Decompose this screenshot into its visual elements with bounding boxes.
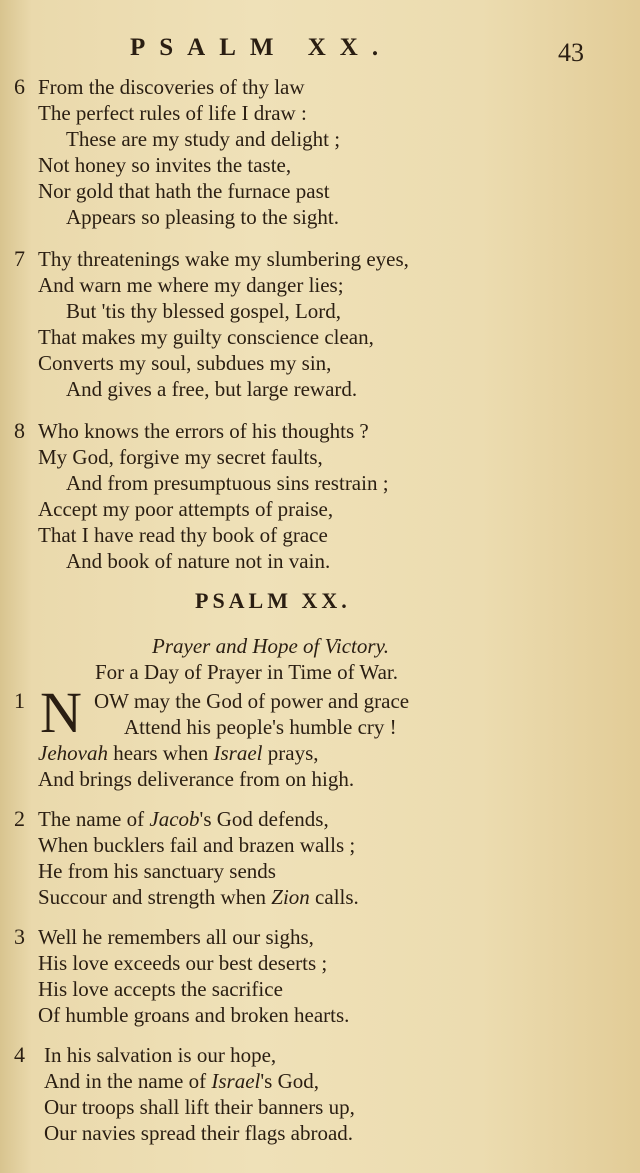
verse-line: Our troops shall lift their banners up, [44,1095,355,1119]
verse-line: In his salvation is our hope, [44,1043,277,1067]
verse-line: Accept my poor attempts of praise, [38,497,334,521]
verse-line: Thy threatenings wake my slumbering eyes, [38,247,409,271]
verse-line: Who knows the errors of his thoughts ? [38,419,369,443]
psalm-occasion: For a Day of Prayer in Time of War. [95,660,398,684]
verse-line: But 'tis thy blessed gospel, Lord, [66,299,342,323]
verse-line: Succour and strength when Zion calls. [38,885,359,909]
verse-line: That I have read thy book of grace [38,523,328,547]
verse-line: That makes my guilty conscience clean, [38,325,374,349]
stanza-number: 2 [14,806,25,831]
verse-line: From the discoveries of thy law [38,75,305,99]
verse-line: His love accepts the sacrifice [38,977,283,1001]
drop-cap: N [40,680,82,745]
verse-line: And gives a free, but large reward. [66,377,358,401]
stanza-number: 7 [14,246,25,271]
stanza-number: 4 [14,1042,25,1067]
name-jehovah: Jehovah [38,741,108,765]
stanza-number: 8 [14,418,25,443]
page-number: 43 [558,38,584,67]
verse-line: Not honey so invites the taste, [38,153,292,177]
verse-line: Nor gold that hath the furnace past [38,179,330,203]
verse-line: Of humble groans and broken hearts. [38,1003,350,1027]
verse-line: OW may the God of power and grace [94,689,410,713]
verse-line: He from his sanctuary sends [38,859,276,883]
name-zion: Zion [271,885,310,909]
verse-line: These are my study and delight ; [66,127,341,151]
verse-line: And from presumptuous sins restrain ; [66,471,389,495]
verse-line: Attend his people's humble cry ! [124,715,397,739]
verse-line: And warn me where my danger lies; [38,273,344,297]
verse-line: Jehovah hears when Israel prays, [38,741,319,765]
psalm-title: PSALM XX. [195,588,351,613]
psalm-subtitle: Prayer and Hope of Victory. [152,634,389,658]
verse-line: And book of nature not in vain. [66,549,331,573]
stanza-number: 6 [14,74,25,99]
verse-line: My God, forgive my secret faults, [38,445,323,469]
verse-line: And in the name of Israel's God, [44,1069,319,1093]
verse-line: The name of Jacob's God defends, [38,807,329,831]
name-jacob: Jacob [149,807,200,831]
verse-line: Appears so pleasing to the sight. [66,205,339,229]
stanza-number: 1 [14,688,25,713]
verse-line: Well he remembers all our sighs, [38,925,314,949]
name-israel: Israel [213,741,263,765]
verse-line: His love exceeds our best deserts ; [38,951,328,975]
running-head: PSALM XX. [130,34,393,61]
verse-line: And brings deliverance from on high. [38,767,355,791]
verse-line: The perfect rules of life I draw : [38,101,307,125]
stanza-number: 3 [14,924,25,949]
name-israel: Israel [211,1069,261,1093]
verse-line: Our navies spread their flags abroad. [44,1121,354,1145]
verse-line: Converts my soul, subdues my sin, [38,351,332,375]
verse-line: When bucklers fail and brazen walls ; [38,833,356,857]
